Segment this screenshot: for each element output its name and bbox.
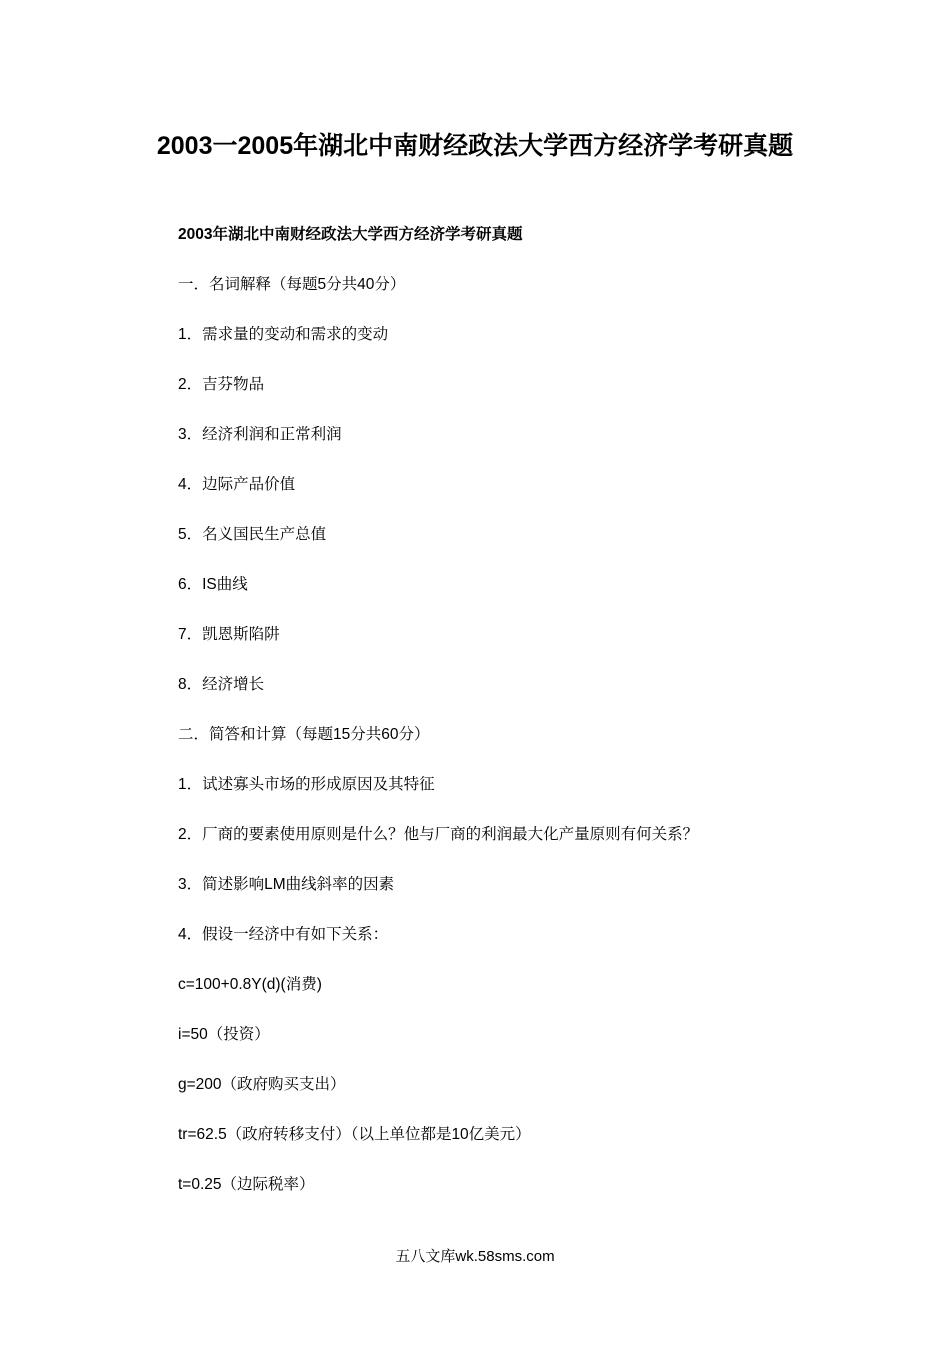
section-heading-terms: 一．名词解释（每题5分共40分） [178,276,406,293]
question-line: 7．凯恩斯陷阱 [178,626,280,643]
equation-line: t=0.25（边际税率） [178,1176,315,1193]
question-line: 4．边际产品价值 [178,476,296,493]
question-line: 4．假设一经济中有如下关系： [178,926,389,943]
equation-line: i=50（投资） [178,1026,270,1043]
question-line: 1．需求量的变动和需求的变动 [178,326,389,343]
question-line: 1．试述寡头市场的形成原因及其特征 [178,776,435,793]
question-line: 6．IS曲线 [178,576,248,593]
section-title-2003: 2003年湖北中南财经政法大学西方经济学考研真题 [178,226,523,243]
document-title: 2003一2005年湖北中南财经政法大学西方经济学考研真题 [156,132,794,160]
page-footer: 五八文库wk.58sms.com [395,1248,555,1265]
equation-line: c=100+0.8Y(d)(消费) [178,976,322,993]
equation-line: tr=62.5（政府转移支付）（以上单位都是10亿美元） [178,1126,531,1143]
question-line: 2．吉芬物品 [178,376,265,393]
section-heading-short-answer: 二．简答和计算（每题15分共60分） [178,726,430,743]
question-line: 3．简述影响LM曲线斜率的因素 [178,876,395,893]
question-line: 5．名义国民生产总值 [178,526,327,543]
document-body [178,222,878,1222]
question-line: 2．厂商的要素使用原则是什么？他与厂商的利润最大化产量原则有何关系？ [178,826,699,843]
equation-line: g=200（政府购买支出） [178,1076,346,1093]
question-line: 3．经济利润和正常利润 [178,426,342,443]
question-line: 8．经济增长 [178,676,265,693]
